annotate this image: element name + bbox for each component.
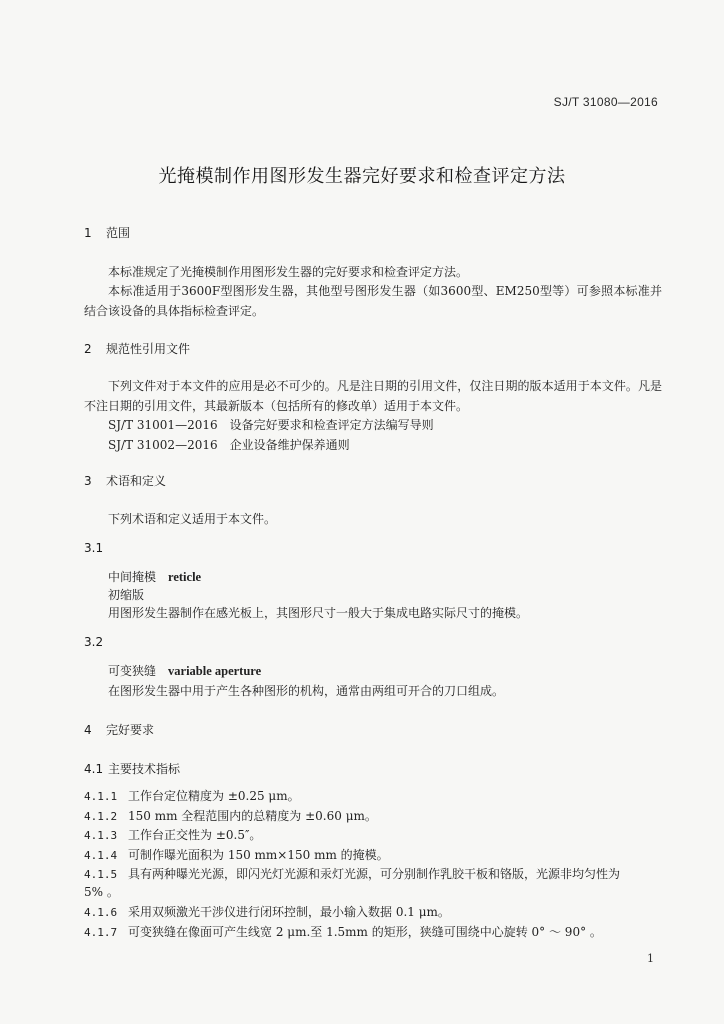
term-3-2-title [108, 661, 662, 681]
section-2-heading [84, 340, 190, 357]
section-title: 完好要求 [106, 723, 155, 737]
spec-item [84, 825, 664, 846]
section-title: 规范性引用文件 [106, 342, 191, 356]
terms-paragraph: 下列术语和定义适用于本文件。 [108, 512, 277, 526]
spec-item [84, 786, 664, 807]
standard-code: SJ/T 31080—2016 [553, 95, 658, 109]
scope-paragraph-1: 本标准规定了光掩模制作用图形发生器的完好要求和检查评定方法。 [108, 265, 469, 279]
item-text: 工作台定位精度为 ±0.25 μm。 [128, 789, 300, 803]
term-en: variable aperture [168, 664, 262, 678]
section-number: 2 [84, 342, 92, 356]
item-text: 可变狭缝在像面可产生线宽 2 μm.至 1.5mm 的矩形，狭缝可围绕中心旋转 0° ～ 90° 。 [128, 925, 602, 939]
term-3-1-alias: 初缩版 [108, 588, 145, 602]
section-1-heading [84, 224, 130, 241]
term-3-2-definition: 在图形发生器中用于产生各种图形的机构，通常由两组可开合的刀口组成。 [108, 684, 505, 698]
term-zh: 可变狭缝 [108, 664, 157, 678]
item-number: 4.1.6 [84, 906, 118, 919]
section-number: 4 [84, 723, 92, 737]
references-paragraph: 下列文件对于本文件的应用是必不可少的。凡是注日期的引用文件，仅注日期的版本适用于本文件。凡是不注日期的引用文件，其最新版本（包括所有的修改单）适用于本文件。 [84, 379, 662, 413]
item-text: 可制作曝光面积为 150 mm×150 mm 的掩模。 [128, 848, 389, 862]
term-3-1-title [108, 567, 662, 587]
item-number: 4.1.1 [84, 790, 118, 803]
item-number: 4.1.5 [84, 868, 118, 881]
section-number: 1 [84, 226, 92, 240]
item-text: 具有两种曝光光源，即闪光灯光源和汞灯光源，可分别制作乳胶干板和铬版，光源非均匀性为 [128, 867, 621, 881]
section-title: 范围 [106, 226, 131, 240]
term-3-1-definition: 用图形发生器制作在感光板上，其图形尺寸一般大于集成电路实际尺寸的掩模。 [108, 606, 529, 620]
section-title: 术语和定义 [106, 474, 167, 488]
item-number: 4.1.4 [84, 849, 118, 862]
section-3-heading [84, 472, 166, 489]
item-number: 4.1.2 [84, 810, 118, 823]
section-4-heading [84, 721, 154, 738]
subsection-number: 4.1 [84, 762, 104, 776]
term-zh: 中间掩模 [108, 570, 157, 584]
page-number: 1 [647, 952, 654, 965]
term-en: reticle [168, 570, 202, 584]
spec-item [84, 922, 664, 943]
spec-item [84, 845, 664, 866]
term-3-1-number: 3.1 [84, 541, 104, 555]
reference-item: SJ/T 31001—2016 设备完好要求和检查评定方法编写导则 [108, 418, 434, 432]
spec-item [84, 806, 664, 827]
section-number: 3 [84, 474, 92, 488]
term-3-2-number: 3.2 [84, 635, 104, 649]
item-number: 4.1.3 [84, 829, 118, 842]
item-text: 采用双频激光干涉仪进行闭环控制，最小输入数据 0.1 μm。 [128, 905, 450, 919]
item-text: 150 mm 全程范围内的总精度为 ±0.60 μm。 [128, 809, 377, 823]
reference-item: SJ/T 31002—2016 企业设备维护保养通则 [108, 438, 350, 452]
document-title: 光掩模制作用图形发生器完好要求和检查评定方法 [158, 166, 566, 187]
subsection-title: 主要技术指标 [108, 762, 181, 776]
spec-item [84, 902, 664, 923]
subsection-4-1-heading [84, 760, 180, 777]
item-text: 工作台正交性为 ±0.5″。 [128, 828, 262, 842]
item-number: 4.1.7 [84, 926, 118, 939]
scope-paragraph-2: 本标准适用于3600F型图形发生器，其他型号图形发生器（如3600型、EM250型等）可参照本标准并结合该设备的具体指标检查评定。 [84, 284, 662, 318]
spec-item-continuation: 5% 。 [84, 885, 119, 899]
